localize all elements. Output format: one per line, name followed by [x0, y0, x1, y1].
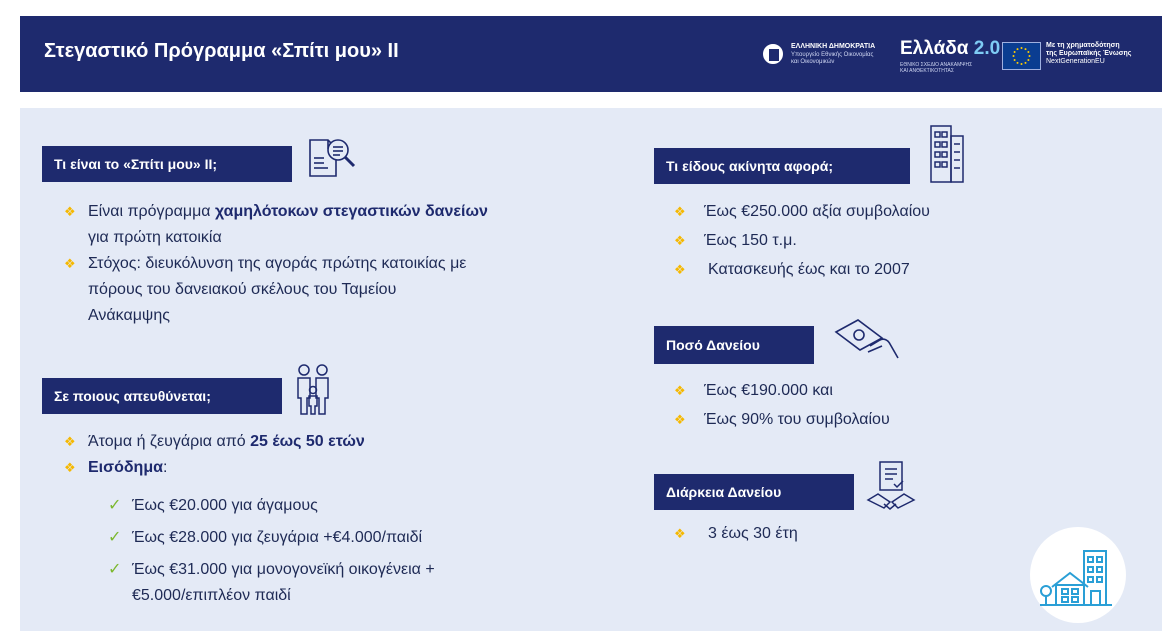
- age-text: Άτομα ή ζευγάρια από: [88, 433, 251, 450]
- list-item: [674, 228, 1014, 254]
- government-logo: [761, 42, 921, 68]
- header-bar: [20, 16, 1162, 92]
- list-item: [674, 521, 874, 547]
- diamond-bullet-icon: ❖: [674, 262, 686, 277]
- age-range: 25 έως 50 ετών: [250, 433, 365, 450]
- list-item: [64, 251, 504, 329]
- check-icon: ✓: [108, 497, 122, 514]
- income-item-3: Έως €31.000 για μονογονεϊκή οικογένεια +€5.000/επιπλέον παιδί: [132, 561, 435, 604]
- diamond-bullet-icon: ❖: [674, 412, 686, 427]
- eu-line2: της Ευρωπαϊκής Ένωσης: [1046, 50, 1132, 57]
- building-icon: [928, 122, 966, 189]
- eu-line1: Με τη χρηματοδότηση: [1046, 42, 1120, 49]
- duration-item-1: 3 έως 30 έτη: [708, 525, 798, 542]
- houses-icon: [1030, 527, 1126, 623]
- item-text: Είναι πρόγραμμα: [88, 203, 215, 220]
- ellada-subtitle: [900, 62, 972, 74]
- amount-list: [674, 378, 1014, 433]
- list-item: [674, 257, 1014, 283]
- who-list: [64, 429, 504, 481]
- diamond-bullet-icon: ❖: [64, 460, 76, 475]
- label-what-is: Τι είναι το «Σπίτι μου» ΙΙ;: [42, 146, 292, 182]
- diamond-bullet-icon: ❖: [64, 434, 76, 449]
- property-item-1: Έως €250.000 αξία συμβολαίου: [704, 203, 930, 220]
- page-title: Στεγαστικό Πρόγραμμα «Σπίτι μου» ΙΙ: [44, 40, 399, 62]
- who-age: [64, 429, 504, 455]
- gov-logo-line2: Υπουργείο Εθνικής Οικονομίας: [791, 52, 874, 58]
- income-list: [108, 493, 508, 609]
- eu-flag-icon: [1002, 42, 1041, 70]
- income-item-1: Έως €20.000 για άγαμους: [132, 497, 318, 514]
- item-text-post: για πρώτη κατοικία: [88, 229, 222, 246]
- money-hand-icon: [830, 316, 902, 365]
- diamond-bullet-icon: ❖: [674, 233, 686, 248]
- list-item: [64, 429, 504, 455]
- amount-item-1: Έως €190.000 και: [704, 382, 833, 399]
- ellada-logo: [900, 38, 1001, 74]
- income-item-2: Έως €28.000 για ζευγάρια +€4.000/παιδί: [132, 529, 423, 546]
- amount-item-2: Έως 90% του συμβολαίου: [704, 411, 890, 428]
- gov-logo-line1: ΕΛΛΗΝΙΚΗ ΔΗΜΟΚΡΑΤΙΑ: [791, 43, 876, 50]
- list-item: [674, 378, 1014, 404]
- who-income: [64, 455, 504, 481]
- label-who: Σε ποιους απευθύνεται;: [42, 378, 282, 414]
- what-is-item-2: Στόχος: διευκόλυνση της αγοράς πρώτης κατοικίας με πόρους του δανειακού σκέλους του Ταμείου Ανάκαμψης: [88, 255, 467, 324]
- list-item: [108, 557, 508, 609]
- property-item-3: Κατασκευής έως και το 2007: [708, 261, 910, 278]
- list-item: [674, 407, 1014, 433]
- income-colon: :: [162, 459, 168, 476]
- gov-logo-line3: και Οικονομικών: [791, 59, 835, 65]
- ellada-wordmark: [900, 38, 1000, 60]
- what-is-item-1: [64, 199, 504, 251]
- houses-badge: [1030, 527, 1126, 623]
- property-list: [674, 199, 1014, 283]
- search-document-icon: [306, 132, 358, 185]
- diamond-bullet-icon: ❖: [674, 526, 686, 541]
- eu-funding-text: [1046, 42, 1131, 66]
- what-is-list: [64, 199, 504, 329]
- contract-handshake-icon: [866, 460, 916, 521]
- diamond-bullet-icon: ❖: [674, 383, 686, 398]
- ellada-sub1: ΕΘΝΙΚΟ ΣΧΕΔΙΟ ΑΝΑΚΑΜΨΗΣ: [900, 62, 973, 68]
- ellada-sub2: ΚΑΙ ΑΝΘΕΚΤΙΚΟΤΗΤΑΣ: [900, 68, 954, 74]
- list-item: [64, 199, 504, 251]
- check-icon: ✓: [108, 561, 122, 578]
- label-duration: Διάρκεια Δανείου: [654, 474, 854, 510]
- check-icon: ✓: [108, 529, 122, 546]
- greek-seal-icon: [761, 42, 785, 66]
- label-property: Τι είδους ακίνητα αφορά;: [654, 148, 910, 184]
- item-bold: χαμηλότοκων στεγαστικών δανείων: [215, 203, 488, 220]
- list-item: [108, 493, 508, 519]
- family-icon: [294, 362, 334, 421]
- eu-line3: NextGenerationEU: [1046, 58, 1105, 65]
- duration-list: [674, 521, 874, 547]
- list-item: [64, 455, 504, 481]
- diamond-bullet-icon: ❖: [64, 256, 76, 271]
- label-amount: Ποσό Δανείου: [654, 326, 814, 364]
- gov-logo-ministry: [791, 52, 873, 66]
- ellada-number: 2.0: [973, 38, 1001, 59]
- income-heading: Εισόδημα: [88, 459, 163, 476]
- diamond-bullet-icon: ❖: [674, 204, 686, 219]
- diamond-bullet-icon: ❖: [64, 204, 76, 219]
- ellada-word: Ελλάδα: [900, 38, 974, 59]
- list-item: [674, 199, 1014, 225]
- list-item: [108, 525, 508, 551]
- property-item-2: Έως 150 τ.μ.: [704, 232, 797, 249]
